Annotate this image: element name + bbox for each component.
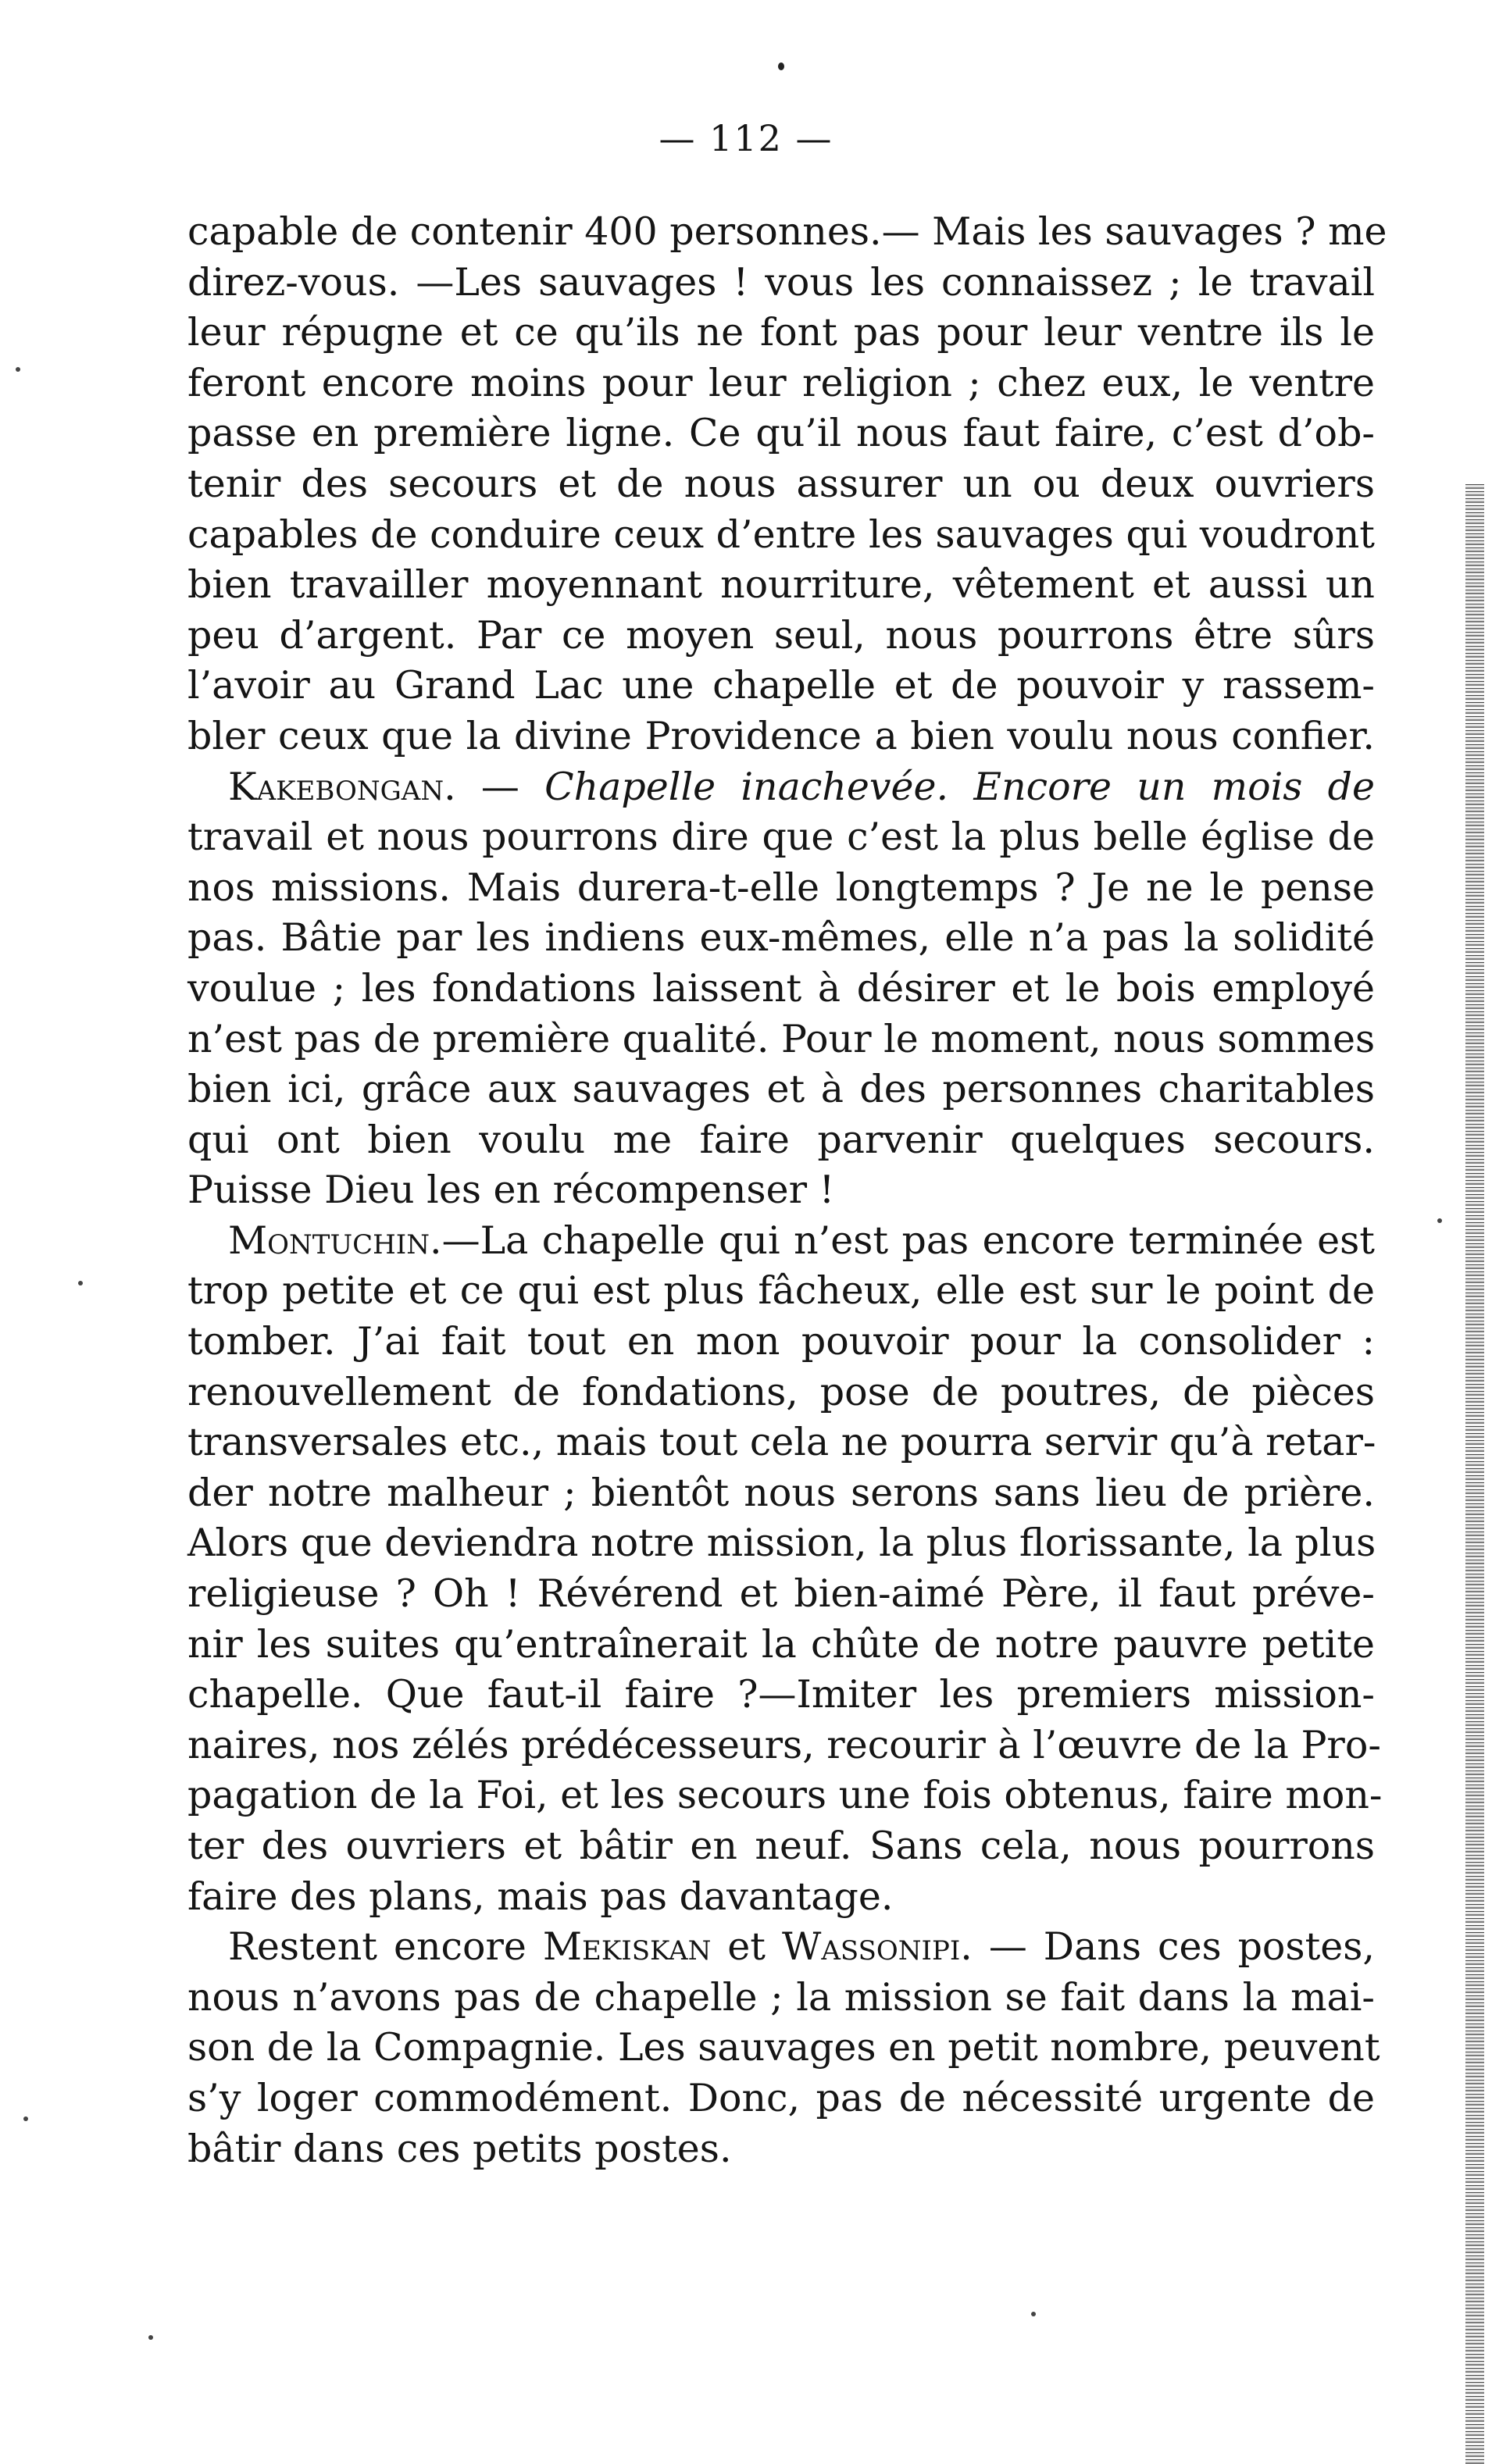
text-line: tenir des secours et de nous assurer un ou deux ouvriers: [187, 461, 1375, 506]
paragraph-first-line: [187, 1216, 1375, 1267]
text-line: voulue ; les fondations laissent à désirer et le bois employé: [187, 965, 1375, 1011]
text-line: passe en première ligne. Ce qu’il nous faut faire, c’est d’ob-: [187, 411, 1375, 456]
text-line: chapelle. Que faut-il faire ?—Imiter les premiers mission-: [187, 1672, 1375, 1717]
text-line: capables de conduire ceux d’entre les sauvages qui voudront: [187, 512, 1375, 557]
scan-speck: [16, 367, 20, 372]
scan-speck: [23, 2116, 28, 2121]
text-line: direz-vous. —Les sauvages ! vous les connaissez ; le travail: [187, 259, 1375, 305]
text-run: — Dans ces postes,: [972, 1924, 1375, 1970]
italic-text: Chapelle inachevée. Encore un mois de: [544, 764, 1376, 809]
text-line: s’y loger commodément. Donc, pas de nécessité urgente de: [187, 2075, 1375, 2120]
text-run: Restent encore: [228, 1924, 543, 1970]
section-heading-montuchin: Montuchin.: [228, 1218, 442, 1263]
text-run: et: [711, 1924, 782, 1970]
text-line: faire des plans, mais pas davantage.: [187, 1874, 894, 1919]
scan-speck: [78, 1281, 83, 1285]
paragraph-intro: [187, 207, 1387, 762]
paragraph-kakebongan: [187, 762, 1375, 1216]
text-line: religieuse ? Oh ! Révérend et bien-aimé Père, il faut préve-: [187, 1571, 1375, 1617]
paragraph-montuchin: [187, 1216, 1383, 1922]
text-line: renouvellement de fondations, pose de poutres, de pièces: [187, 1369, 1375, 1414]
scan-speck: [1031, 2312, 1036, 2316]
paragraph-first-line: [187, 1922, 1375, 1973]
text-line: der notre malheur ; bientôt nous serons sans lieu de prière.: [187, 1470, 1375, 1515]
ink-mark: [778, 62, 784, 70]
text-line: son de la Compagnie. Les sauvages en petit nombre, peuvent: [187, 2025, 1380, 2070]
text-line: nos missions. Mais durera-t-elle longtemps ? Je ne le pense: [187, 865, 1375, 910]
text-line: qui ont bien voulu me faire parvenir quelques secours.: [187, 1117, 1375, 1162]
text-line: nous n’avons pas de chapelle ; la mission se fait dans la mai-: [187, 1974, 1375, 2020]
place-name-wassonipi: Wassonipi.: [782, 1924, 973, 1970]
text-line: bien ici, grâce aux sauvages et à des personnes charitables: [187, 1067, 1375, 1112]
place-name-mekiskan: Mekiskan: [542, 1924, 712, 1970]
page-number: — 112 —: [659, 117, 833, 159]
text-line: Alors que deviendra notre mission, la plus florissante, la plus: [187, 1521, 1376, 1566]
page-body: [187, 207, 1387, 2174]
section-heading-kakebongan: Kakebongan.: [228, 764, 456, 809]
text-line: tomber. J’ai fait tout en mon pouvoir pour la consolider :: [187, 1319, 1375, 1364]
dash: —: [455, 764, 545, 809]
paragraph-restent: [187, 1922, 1380, 2174]
text-line: naires, nos zélés prédécesseurs, recourir à l’œuvre de la Pro-: [187, 1722, 1381, 1767]
text-line: ter des ouvriers et bâtir en neuf. Sans cela, nous pourrons: [187, 1824, 1375, 1868]
text-line: trop petite et ce qui est plus fâcheux, elle est sur le point de: [187, 1268, 1375, 1314]
text-line: pagation de la Foi, et les secours une fois obtenus, faire mon-: [187, 1773, 1383, 1818]
text-line: bâtir dans ces petits postes.: [187, 2126, 732, 2171]
text-line: feront encore moins pour leur religion ; chez eux, le ventre: [187, 360, 1375, 405]
scan-speck: [148, 2335, 153, 2340]
text-line: n’est pas de première qualité. Pour le moment, nous sommes: [187, 1016, 1376, 1061]
text-line: peu d’argent. Par ce moyen seul, nous pourrons être sûrs: [187, 612, 1375, 658]
text-line: bien travailler moyennant nourriture, vêtement et aussi un: [187, 562, 1375, 608]
scan-edge-strip: [1465, 484, 1484, 2464]
text-line: pas. Bâtie par les indiens eux-mêmes, elle n’a pas la solidité: [187, 915, 1375, 961]
text-line: capable de contenir 400 personnes.— Mais les sauvages ? me: [187, 209, 1387, 254]
text-line: Puisse Dieu les en récompenser !: [187, 1168, 835, 1213]
paragraph-first-line: [187, 762, 1375, 813]
text-line: nir les suites qu’entraînerait la chûte de notre pauvre petite: [187, 1621, 1375, 1667]
text-line: bler ceux que la divine Providence a bien voulu nous confier.: [187, 713, 1375, 758]
scan-speck: [1437, 1218, 1442, 1223]
text-line: transversales etc., mais tout cela ne pourra servir qu’à retar-: [187, 1420, 1376, 1465]
text-run: —La chapelle qui n’est pas encore terminée est: [441, 1218, 1375, 1263]
text-line: l’avoir au Grand Lac une chapelle et de pouvoir y rassem-: [187, 663, 1375, 708]
text-line: leur répugne et ce qu’ils ne font pas pour leur ventre ils le: [187, 310, 1375, 355]
text-line: travail et nous pourrons dire que c’est la plus belle église de: [187, 815, 1375, 860]
